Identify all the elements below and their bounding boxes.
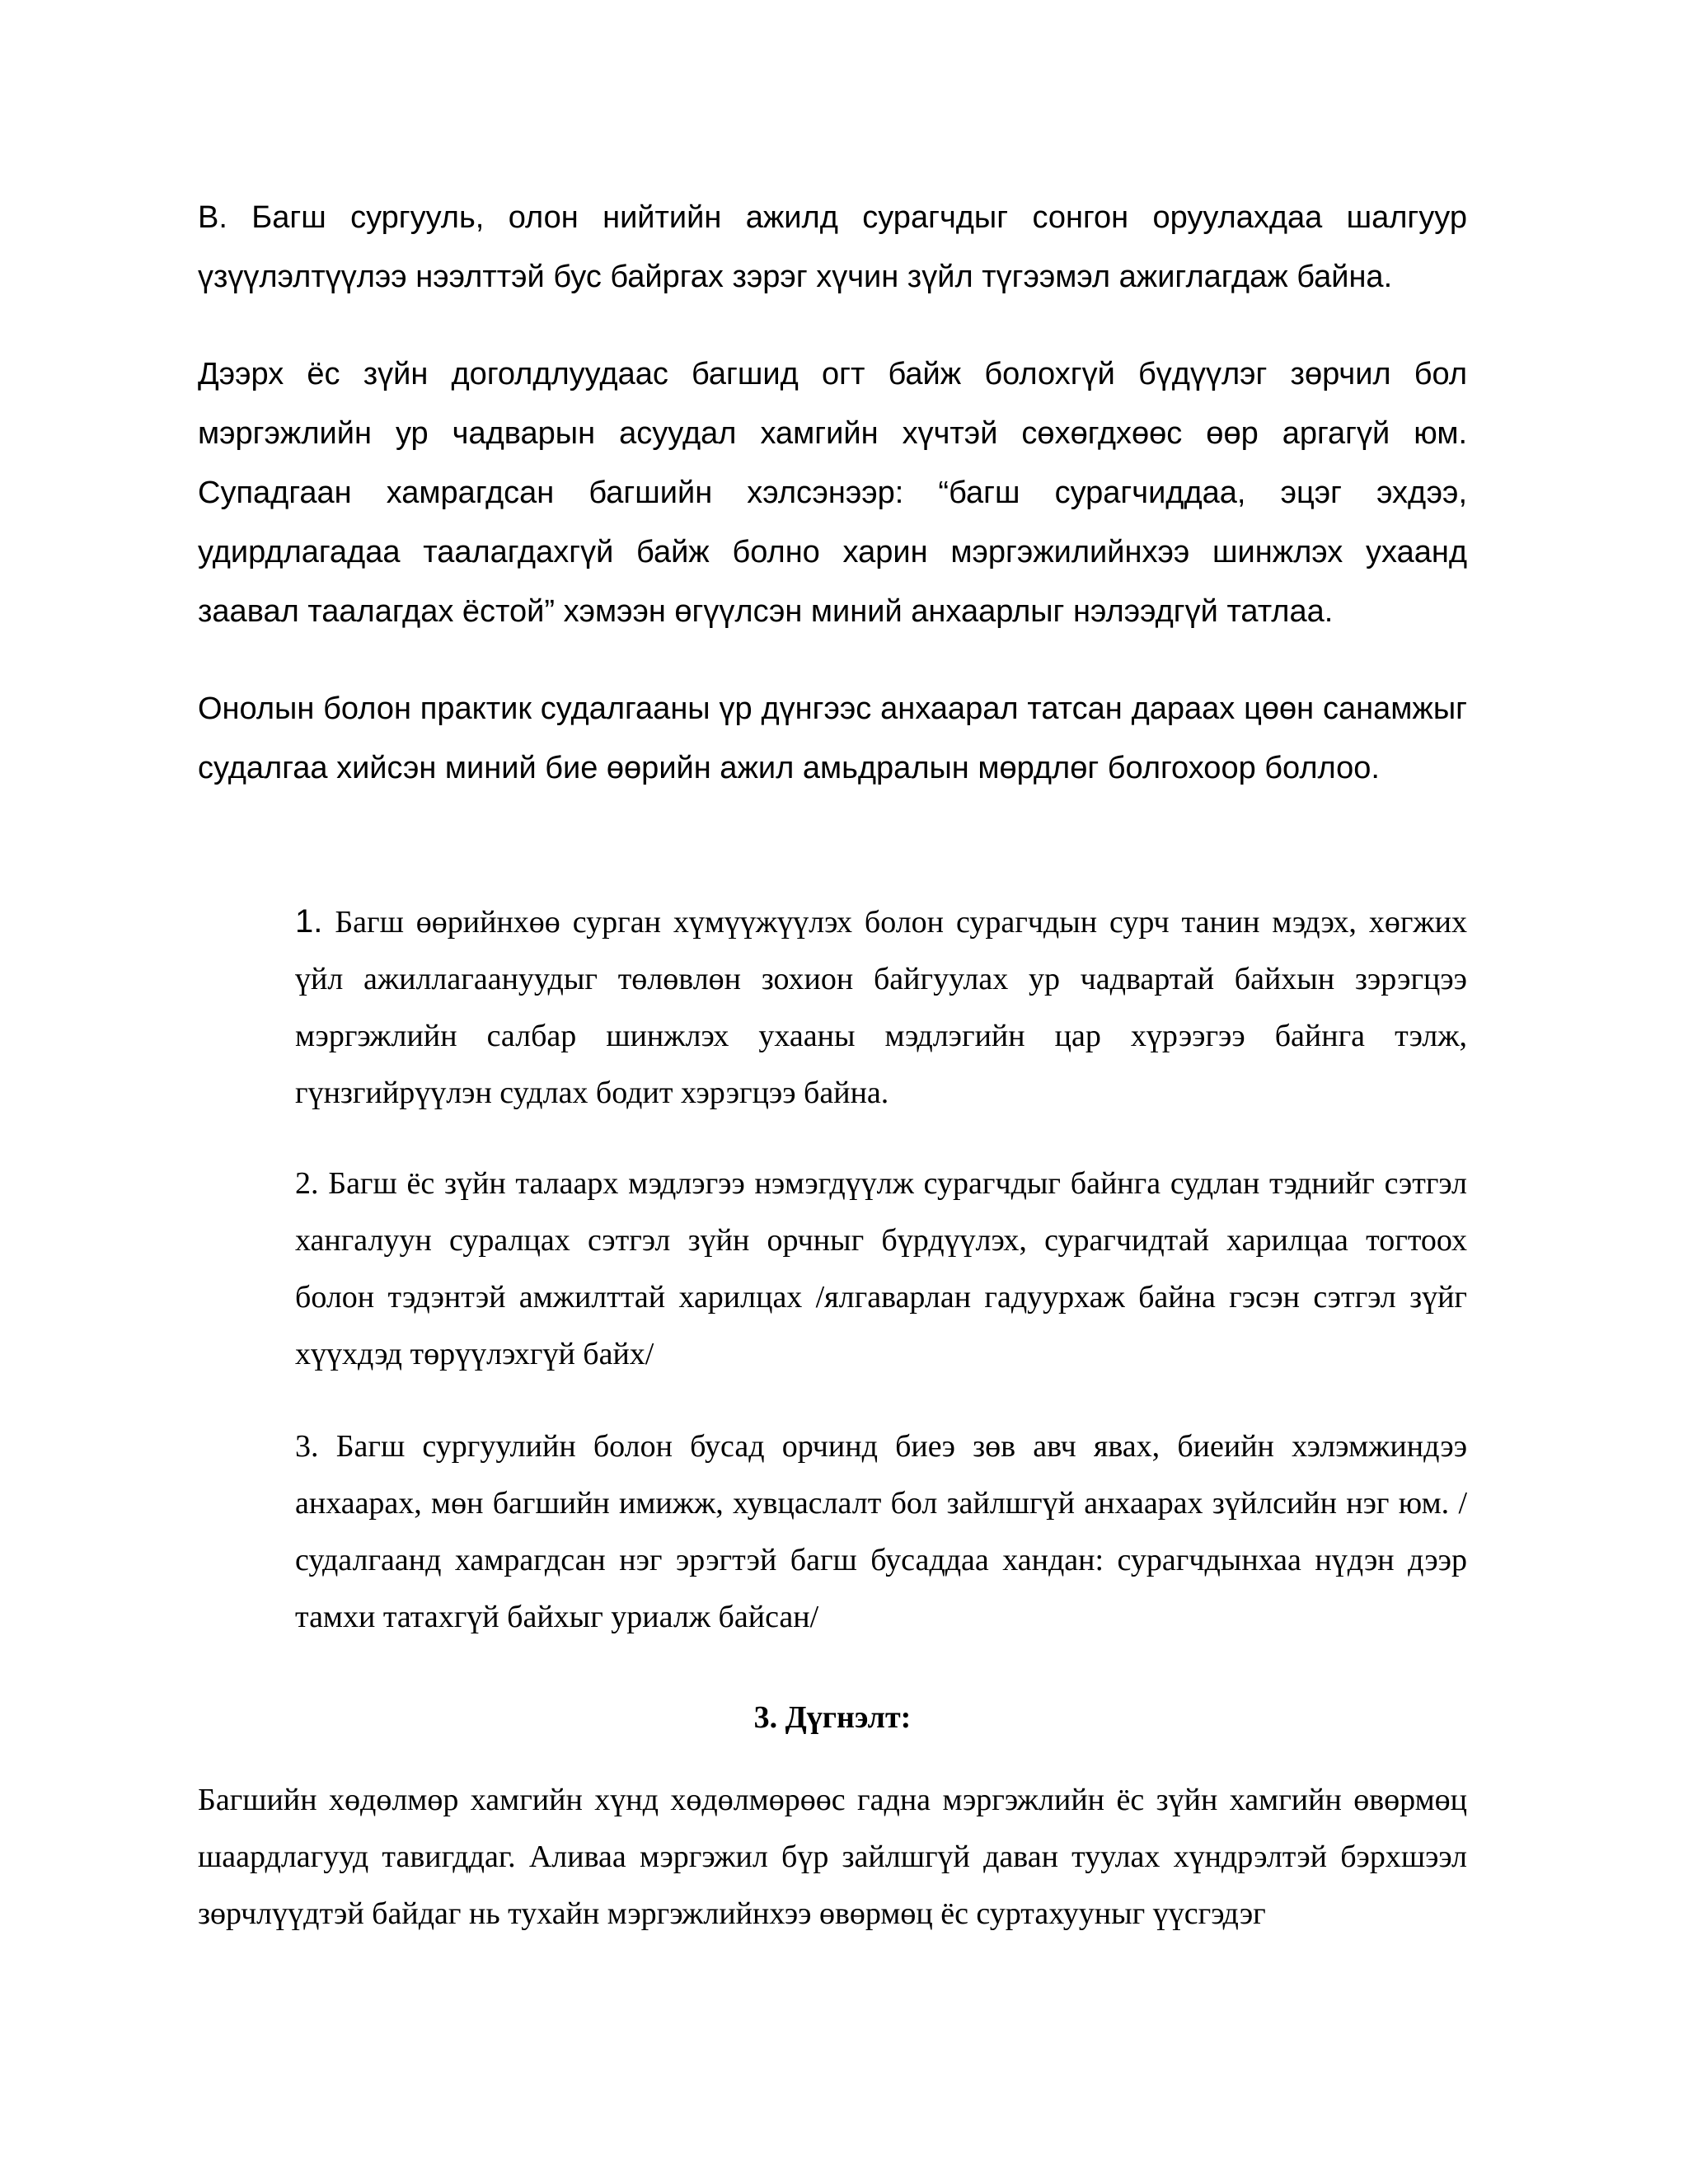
paragraph-intro-b: B. Багш сургууль, олон нийтийн ажилд сурагчдыг сонгон оруулахдаа шалгуур үзүүлэлтүүлээ нээлттэй бус байргах зэрэг хүчин зүйл түгээмэл ажиглагдаж байна. — [198, 200, 1467, 294]
paragraph-recommendations-intro: Онолын болон практик судалгааны үр дүнгээс анхаарал татсан дараах цөөн санамжыг судалгаа хийсэн миний бие өөрийн ажил амьдралын мөрдлөг болгохоор боллоо. — [198, 691, 1467, 785]
section-heading: 3. Дүгнэлт: — [753, 1700, 912, 1735]
paragraph-violations: Дээрх ёс зүйн доголдлуудаас багшид огт байж болохгүй бүдүүлэг зөрчил бол мэргэжлийн ур чадварын асуудал хамгийн хүчтэй сөхөгдхөөс өөр аргагүй юм. Супадгаан хамрагдсан багшийн хэлсэнээр: “багш сурагчиддаа, эцэг эхдээ, удирдлагадаа таалагдахгүй байж болно харин мэргэжилийнхээ шинжлэх ухаанд заавал таалагдах ёстой” хэмээн өгүүлсэн миний анхаарлыг нэлээдгүй татлаа. — [198, 357, 1467, 629]
list-item-number: 3. — [295, 1429, 319, 1464]
paragraph-conclusion: Багшийн хөдөлмөр хамгийн хүнд хөдөлмөрөөс гадна мэргэжлийн ёс зүйн хамгийн өвөрмөц шаардлагууд тавигддаг. Аливаа мэргэжил бүр зайлшгүй даван туулах хүндрэлтэй бэрхшээл зөрчлүүдтэй байдаг нь тухайн мэргэжлийнхээ өвөрмөц ёс суртахууныг үүсгэдэг — [198, 1783, 1467, 1931]
list-item — [295, 1155, 1467, 1383]
list-item-number: 1. — [295, 903, 323, 940]
list-item-text: Багш ёс зүйн талаарх мэдлэгээ нэмэгдүүлж сурагчдыг байнга судлан тэднийг сэтгэл хангалуун суралцах сэтгэл зүйн орчныг бүрдүүлэх, сурагчидтай харилцаа тогтоох болон тэдэнтэй амжилттай харилцах /ялгаварлан гадуурхаж байна гэсэн сэтгэл зүйг хүүхдэд төрүүлэхгүй байх/ — [295, 1166, 1468, 1371]
list-item — [295, 1418, 1467, 1646]
list-item-number: 2. — [295, 1166, 319, 1201]
list-item — [295, 893, 1467, 1122]
list-item-text: Багш өөрийнхөө сурган хүмүүжүүлэх болон сурагчдын сурч танин мэдэх, хөгжих үйл ажиллагаануудыг төлөвлөн зохион байгуулах ур чадвартай байхын зэрэгцээ мэргэжлийн салбар шинжлэх ухааны мэдлэгийн цар хүрээгээ байнга тэлж, гүнзгийрүүлэн судлах бодит хэрэгцээ байна. — [295, 905, 1468, 1110]
list-item-text: Багш сургуулийн болон бусад орчинд биеэ зөв авч явах, биеийн хэлэмжиндээ анхаарах, мөн багшийн имижж, хувцаслалт бол зайлшгүй анхаарах зүйлсийн нэг юм. /судалгаанд хамрагдсан нэг эрэгтэй багш бусаддаа хандан: сурагчдынхаа нүдэн дээр тамхи татахгүй байхыг уриалж байсан/ — [295, 1429, 1468, 1634]
